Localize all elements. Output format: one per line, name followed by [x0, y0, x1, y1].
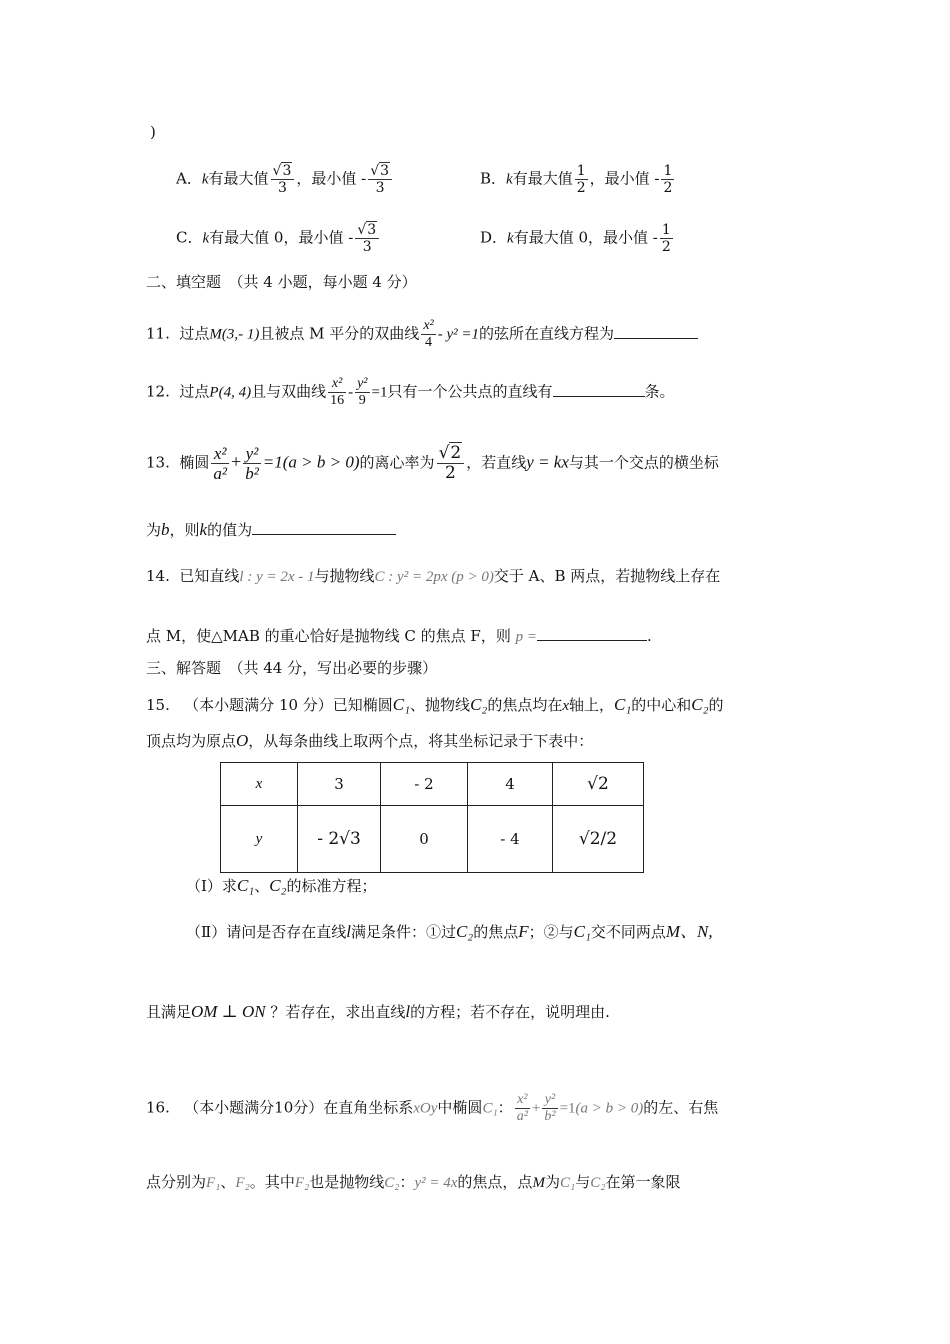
question-13-continued: 为b，则k的值为	[146, 518, 396, 540]
table-cell: 0	[381, 806, 468, 873]
question-13: 13. 椭圆 $\frac{\text{x²}}{\text{a²}}$ + $\frac{\text{y²}}{\text{b²}}$ =1(a > b > 0)的离心率为 $\frac{√2}{2}$ ，若直线y = kx与其一个交点的横坐标	[146, 443, 719, 483]
fraction: $\frac{\text{y²}}{\text{b²}}$	[544, 1092, 556, 1124]
question-14-continued: 点 M，使△MAB 的重心恰好是抛物线 C 的焦点 F，则 p = .	[146, 624, 652, 647]
table-row	[221, 806, 644, 873]
table-cell: y	[221, 806, 298, 873]
fraction: $\frac{1}{2}$	[663, 163, 673, 196]
answer-blank[interactable]	[614, 322, 698, 339]
fraction: $\frac{\text{x²}}{16}$	[330, 376, 345, 408]
q10-option-d: D．k有最大值 0，最小值 - $\frac{1}{2}$	[480, 222, 671, 255]
fraction: $\frac{\text{x²}}{\text{a²}}$	[213, 444, 228, 483]
table-cell: √2	[553, 763, 644, 806]
question-15-part-1: （Ⅰ）求C₁、C₂的标准方程；	[186, 876, 377, 895]
fraction: $\frac{\text{x²}}{\text{a²}}$	[516, 1092, 528, 1124]
question-14: 14. 已知直线l : y = 2x - 1与抛物线C : y² = 2px (p > 0)交于 A、B 两点，若抛物线上存在	[146, 567, 721, 585]
fraction: $\frac{1}{2}$	[576, 163, 586, 196]
q10-option-b: B．k有最大值 $\frac{1}{2}$ ，最小值 - $\frac{1}{2}$	[480, 163, 673, 196]
question-16: 16. （本小题满分10分）在直角坐标系xOy中椭圆C₁： $\frac{\text{x²}}{\text{a²}}$ + $\frac{\text{y²}}{\text{b²}}$ =1(a > b > 0)的左、右焦	[146, 1092, 719, 1124]
answer-blank[interactable]	[553, 380, 645, 397]
table-cell: x	[221, 763, 298, 806]
answer-blank[interactable]	[252, 518, 396, 535]
table-row	[221, 763, 644, 806]
question-15-part-2-continued: 且满足OM ⊥ ON ？若存在，求出直线l的方程；若不存在，说明理由.	[146, 1002, 610, 1021]
fraction: $\frac{\text{y²}}{9}$	[357, 376, 368, 408]
question-16-continued: 点分别为F₁、F₂。其中F₂也是抛物线C₂：y² = 4x的焦点，点M为C₁与C₂在第一象限	[146, 1173, 681, 1191]
fraction: $\frac{\text{y²}}{\text{b²}}$	[245, 444, 259, 483]
table-cell: - 4	[468, 806, 553, 873]
section-heading-answer: 三、解答题 （共 44 分，写出必要的步骤）	[146, 659, 438, 677]
question-15-continued: 顶点均为原点O，从每条曲线上取两个点，将其坐标记录于下表中：	[146, 731, 594, 750]
q10-option-a: A．k有最大值 $\frac{√3}{3}$ ，最小值 - $\frac{√3}{3}$	[176, 163, 394, 196]
question-11: 11. 过点M(3,- 1)且被点 M 平分的双曲线 $\frac{\text{x²}}{4}$ - y² =1的弦所在直线方程为	[146, 318, 698, 351]
answer-blank[interactable]	[537, 624, 647, 641]
table-cell: - 2	[381, 763, 468, 806]
table-cell: √2/2	[553, 806, 644, 873]
coordinates-table	[220, 762, 644, 873]
fraction: $\frac{√3}{3}$	[271, 163, 295, 196]
question-12: 12. 过点P(4, 4)且与双曲线 $\frac{\text{x²}}{16}$ - $\frac{\text{y²}}{9}$ =1只有一个公共点的直线有 条。	[146, 376, 675, 408]
question-15-part-2: （Ⅱ）请问是否存在直线l满足条件：①过C₂的焦点F；②与C₁交不同两点M、N,	[186, 922, 713, 941]
fraction: $\frac{1}{2}$	[661, 222, 671, 255]
q10-tail: )	[150, 123, 156, 141]
fraction: $\frac{√2}{2}$	[437, 444, 465, 483]
question-15: 15. （本小题满分 10 分）已知椭圆C₁、抛物线C₂的焦点均在x轴上，C₁的中心和C₂的	[146, 695, 724, 714]
fraction: $\frac{√3}{3}$	[368, 163, 392, 196]
table-cell: 4	[468, 763, 553, 806]
table-cell: - 2√3	[298, 806, 381, 873]
table-cell: 3	[298, 763, 381, 806]
section-heading-fill-in: 二、填空题 （共 4 小题，每小题 4 分）	[146, 273, 417, 291]
fraction: $\frac{\text{x²}}{4}$	[423, 318, 434, 350]
q10-option-c: C．k有最大值 0，最小值 - $\frac{√3}{3}$	[176, 222, 381, 255]
fraction: $\frac{√3}{3}$	[355, 222, 379, 255]
